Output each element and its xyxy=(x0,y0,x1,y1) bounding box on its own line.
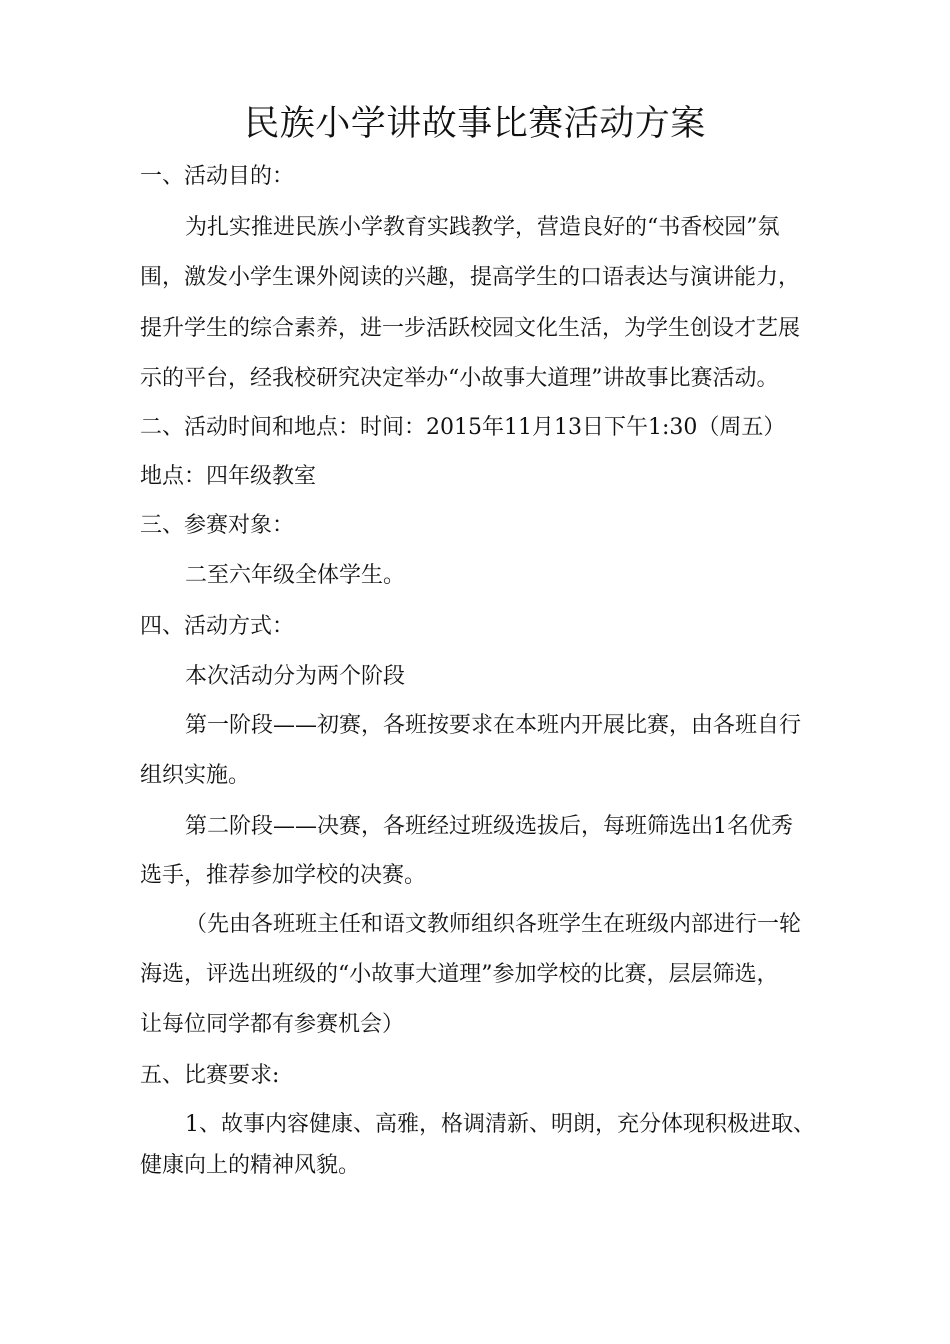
requirement-1-line-1: 1、故事内容健康、高雅，格调清新、明朗，充分体现积极进取、 xyxy=(185,1112,815,1137)
stage-one-line-1: 第一阶段——初赛，各班按要求在本班内开展比赛，由各班自行 xyxy=(185,713,802,738)
note-line-1: （先由各班班主任和语文教师组织各班学生在班级内部进行一轮 xyxy=(185,912,802,937)
section-heading-method: 四、活动方式： xyxy=(140,614,295,639)
note-line-2: 海选，评选出班级的“小故事大道理”参加学校的比赛，层层筛选， xyxy=(140,962,779,987)
section-heading-requirements: 五、比赛要求: xyxy=(140,1063,280,1088)
method-intro-line: 本次活动分为两个阶段 xyxy=(185,664,406,689)
participants-line: 二至六年级全体学生。 xyxy=(185,563,406,588)
purpose-paragraph-line-4: 示的平台，经我校研究决定举办“小故事大道理”讲故事比赛活动。 xyxy=(140,366,779,391)
stage-two-line-2: 选手，推荐参加学校的决赛。 xyxy=(140,863,427,888)
requirement-1-line-2: 健康向上的精神风貌。 xyxy=(140,1153,361,1178)
stage-one-line-2: 组织实施。 xyxy=(140,763,251,788)
stage-two-line-1: 第二阶段——决赛，各班经过班级选拔后，每班筛选出1名优秀 xyxy=(185,814,793,839)
section-heading-time-place: 二、活动时间和地点：时间：2015年11月13日下午1:30（周五） xyxy=(140,415,786,440)
purpose-paragraph-line-2: 围，激发小学生课外阅读的兴趣，提高学生的口语表达与演讲能力， xyxy=(140,265,801,290)
document-title: 民族小学讲故事比赛活动方案 xyxy=(244,104,706,144)
note-line-3: 让每位同学都有参赛机会） xyxy=(140,1012,405,1037)
section-heading-purpose: 一、活动目的： xyxy=(140,164,295,189)
location-line: 地点：四年级教室 xyxy=(140,464,317,489)
purpose-paragraph-line-1: 为扎实推进民族小学教育实践教学，营造良好的“书香校园”氛 xyxy=(185,215,780,240)
section-heading-participants: 三、参赛对象： xyxy=(140,513,295,538)
purpose-paragraph-line-3: 提升学生的综合素养，进一步活跃校园文化生活，为学生创设才艺展 xyxy=(140,316,801,341)
